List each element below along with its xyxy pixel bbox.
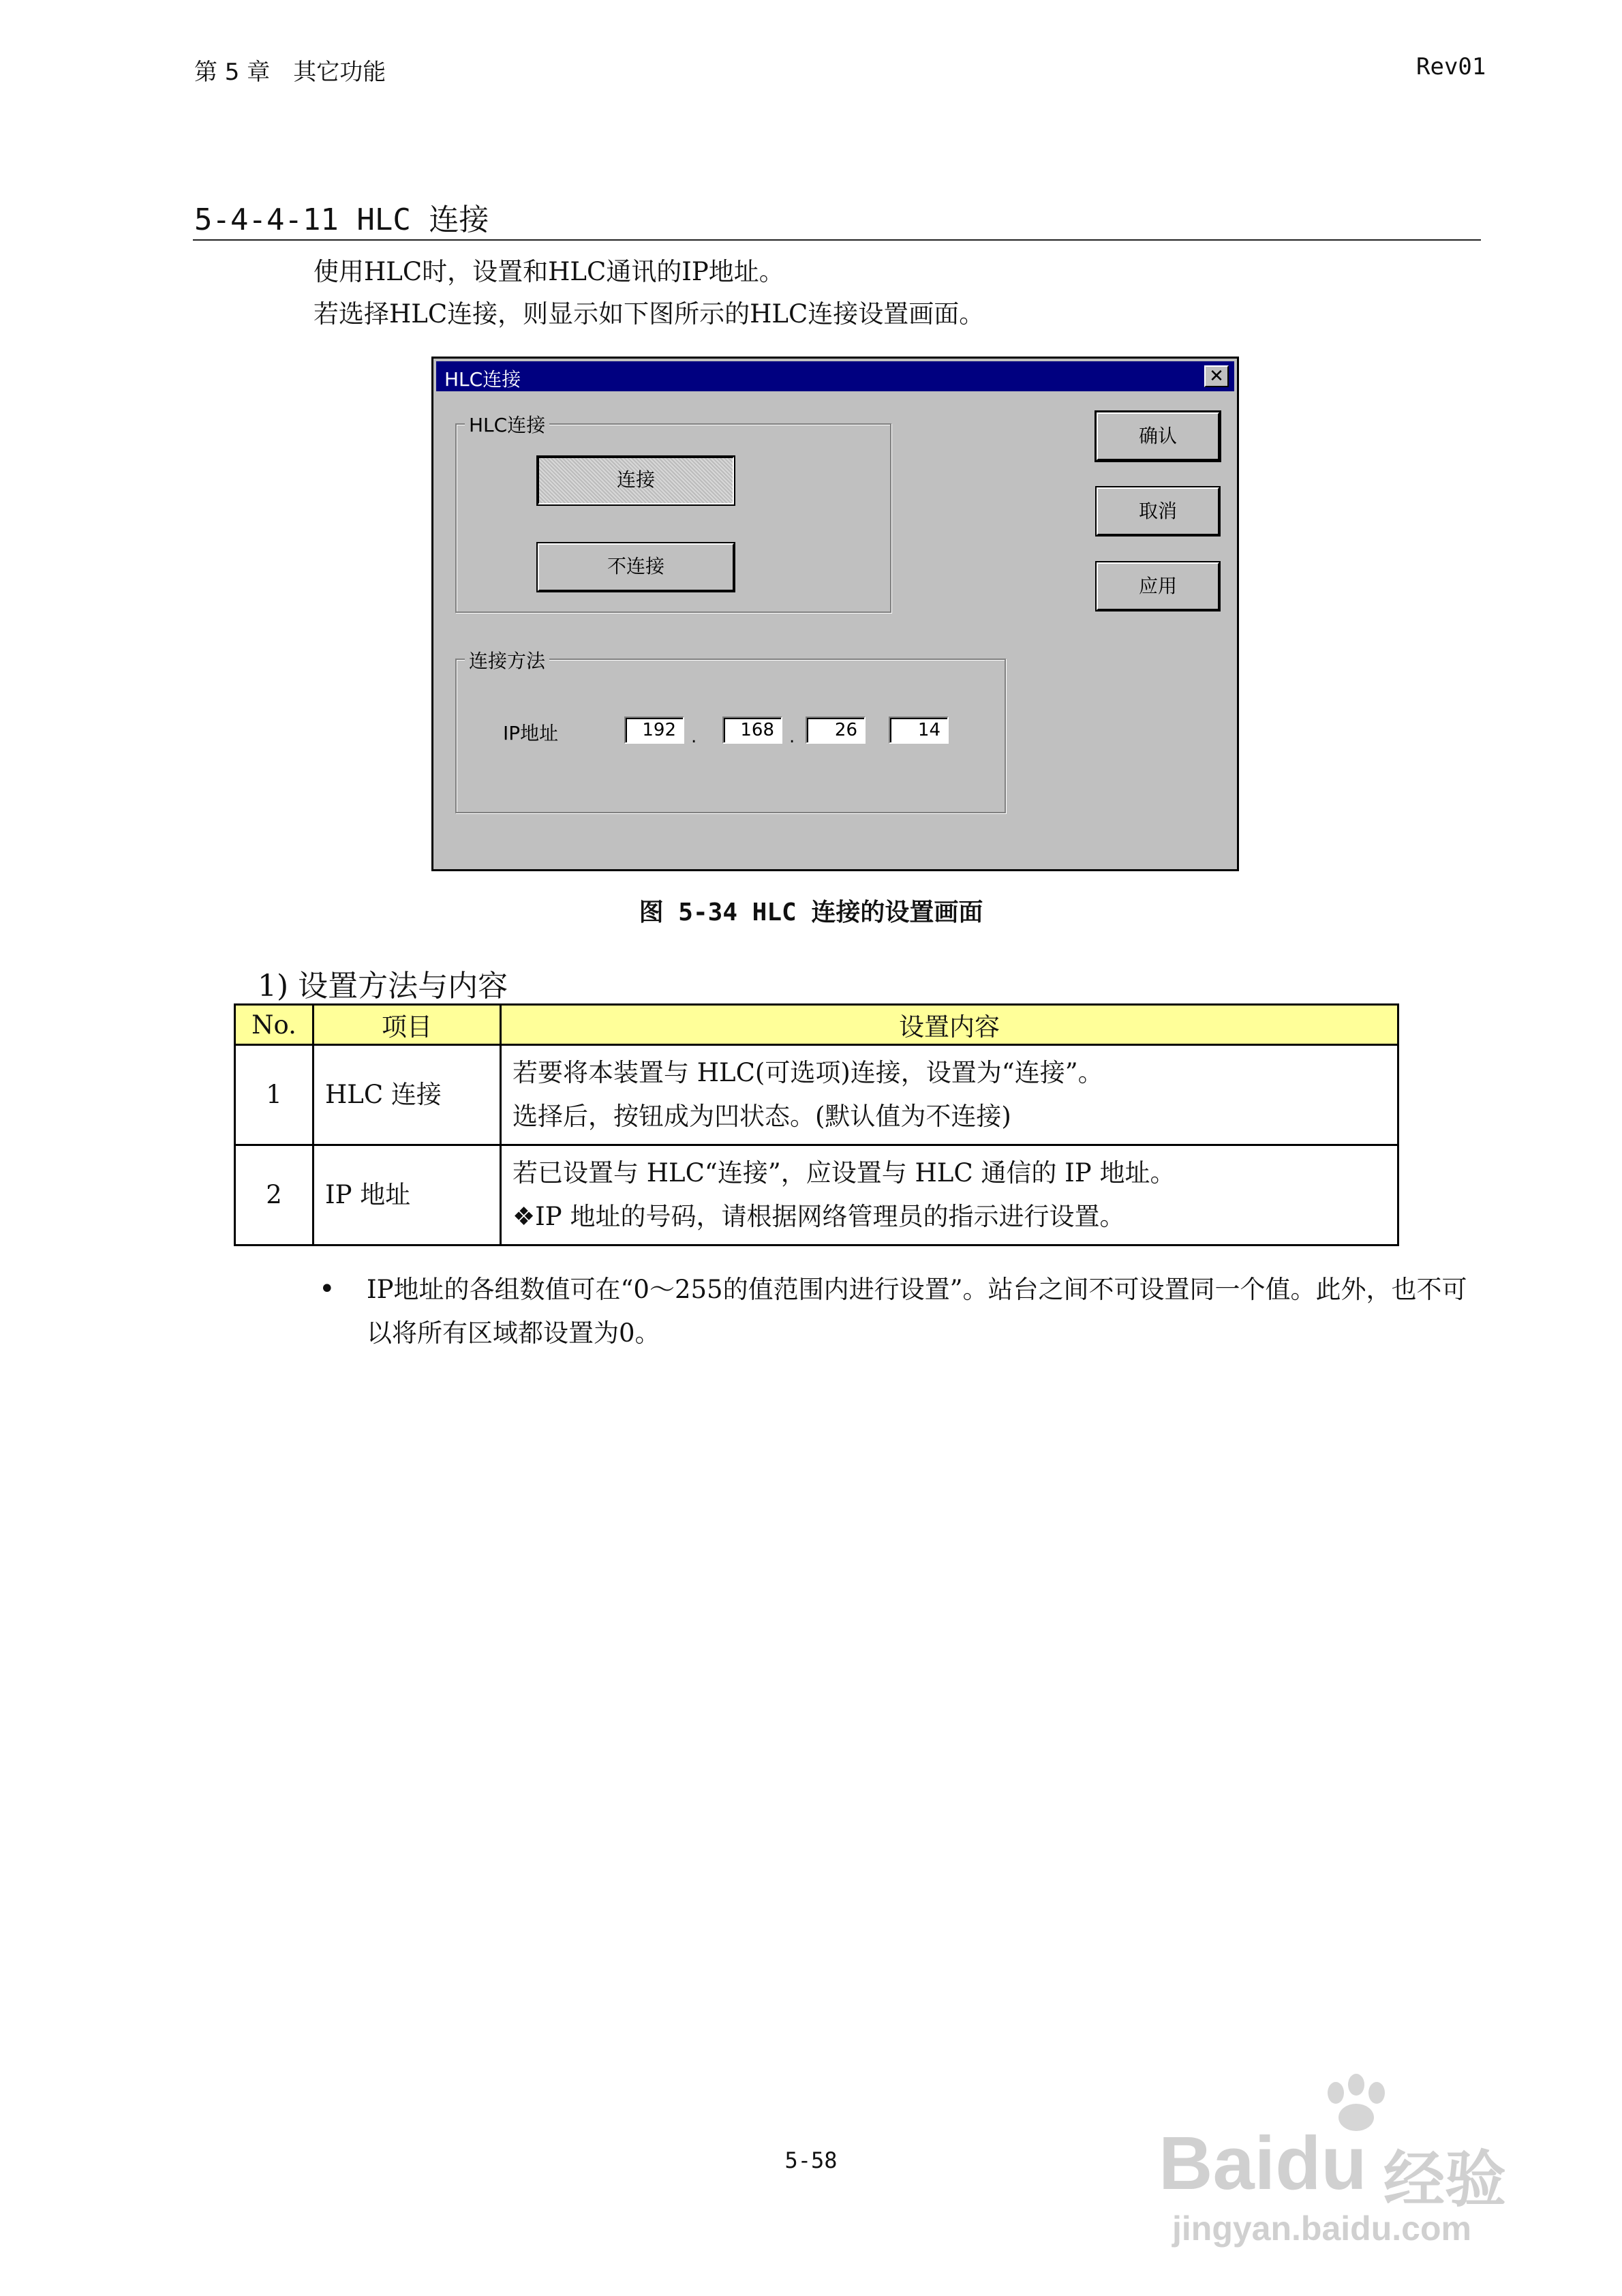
subheading: 1) 设置方法与内容 — [258, 969, 508, 1003]
page-number: 5-58 — [784, 2147, 838, 2173]
connection-method-label: 连接方法 — [465, 646, 549, 674]
watermark-url: jingyan.baidu.com — [1172, 2209, 1471, 2248]
row-content-line: 若要将本装置与 HLC(可选项)连接，设置为“连接”。 — [512, 1058, 1103, 1087]
ok-button[interactable]: 确认 — [1096, 412, 1220, 461]
row-content-line: 选择后，按钮成为凹状态。(默认值为不连接) — [512, 1102, 1011, 1131]
header-content: 设置内容 — [501, 1005, 1398, 1045]
row-item: IP 地址 — [313, 1145, 501, 1245]
baidu-watermark — [1159, 2072, 1540, 2250]
section-title: 5-4-4-11 HLC 连接 — [194, 202, 489, 237]
dialog-title: HLC连接 — [444, 368, 521, 391]
row-no: 1 — [235, 1045, 313, 1145]
table-header-row — [235, 1005, 1398, 1045]
note-text: IP地址的各组数值可在“0～255的值范围内进行设置”。站台之间不可设置同一个值。此外，也不可以将所有区域都设置为0。 — [367, 1275, 1467, 1348]
revision-label: Rev01 — [1416, 53, 1486, 80]
cancel-button[interactable]: 取消 — [1096, 487, 1220, 536]
watermark-cn: 经验 — [1383, 2144, 1506, 2216]
ip-separator: . — [691, 727, 697, 747]
ip-octet-3[interactable]: 26 — [806, 716, 866, 744]
watermark-brand2: du — [1275, 2121, 1367, 2205]
row-content-line: 若已设置与 HLC“连接”，应设置与 HLC 通信的 IP 地址。 — [512, 1158, 1176, 1188]
connect-button[interactable]: 连接 — [537, 456, 735, 505]
intro-line-2: 若选择HLC连接，则显示如下图所示的HLC连接设置画面。 — [313, 299, 985, 329]
section-divider — [193, 239, 1481, 241]
disconnect-button[interactable]: 不连接 — [537, 543, 735, 592]
table-row — [235, 1045, 1398, 1145]
header-item: 项目 — [313, 1005, 501, 1045]
hlc-connect-group-label: HLC连接 — [465, 410, 549, 438]
ip-octet-4[interactable]: 14 — [889, 716, 949, 744]
header-no: No. — [235, 1005, 313, 1045]
dialog-titlebar — [436, 361, 1234, 391]
row-content — [501, 1145, 1398, 1245]
ip-separator: . — [789, 727, 795, 747]
row-item: HLC 连接 — [313, 1045, 501, 1145]
row-content — [501, 1045, 1398, 1145]
ip-address-label: IP地址 — [503, 722, 559, 744]
table-row — [235, 1145, 1398, 1245]
hlc-dialog — [431, 357, 1239, 871]
close-icon[interactable]: ✕ — [1204, 365, 1229, 387]
bullet-icon: • — [319, 1273, 335, 1305]
apply-button[interactable]: 应用 — [1096, 562, 1220, 611]
row-content-line: ❖IP 地址的号码，请根据网络管理员的指示进行设置。 — [512, 1202, 1125, 1231]
intro-line-1: 使用HLC时，设置和HLC通讯的IP地址。 — [313, 257, 784, 286]
watermark-brand: Bai — [1159, 2121, 1276, 2205]
ip-octet-1[interactable]: 192 — [624, 716, 684, 744]
figure-caption: 图 5-34 HLC 连接的设置画面 — [639, 898, 983, 926]
chapter-header: 第 5 章 其它功能 — [194, 59, 386, 86]
row-no: 2 — [235, 1145, 313, 1245]
ip-octet-2[interactable]: 168 — [722, 716, 782, 744]
settings-table — [234, 1003, 1399, 1246]
